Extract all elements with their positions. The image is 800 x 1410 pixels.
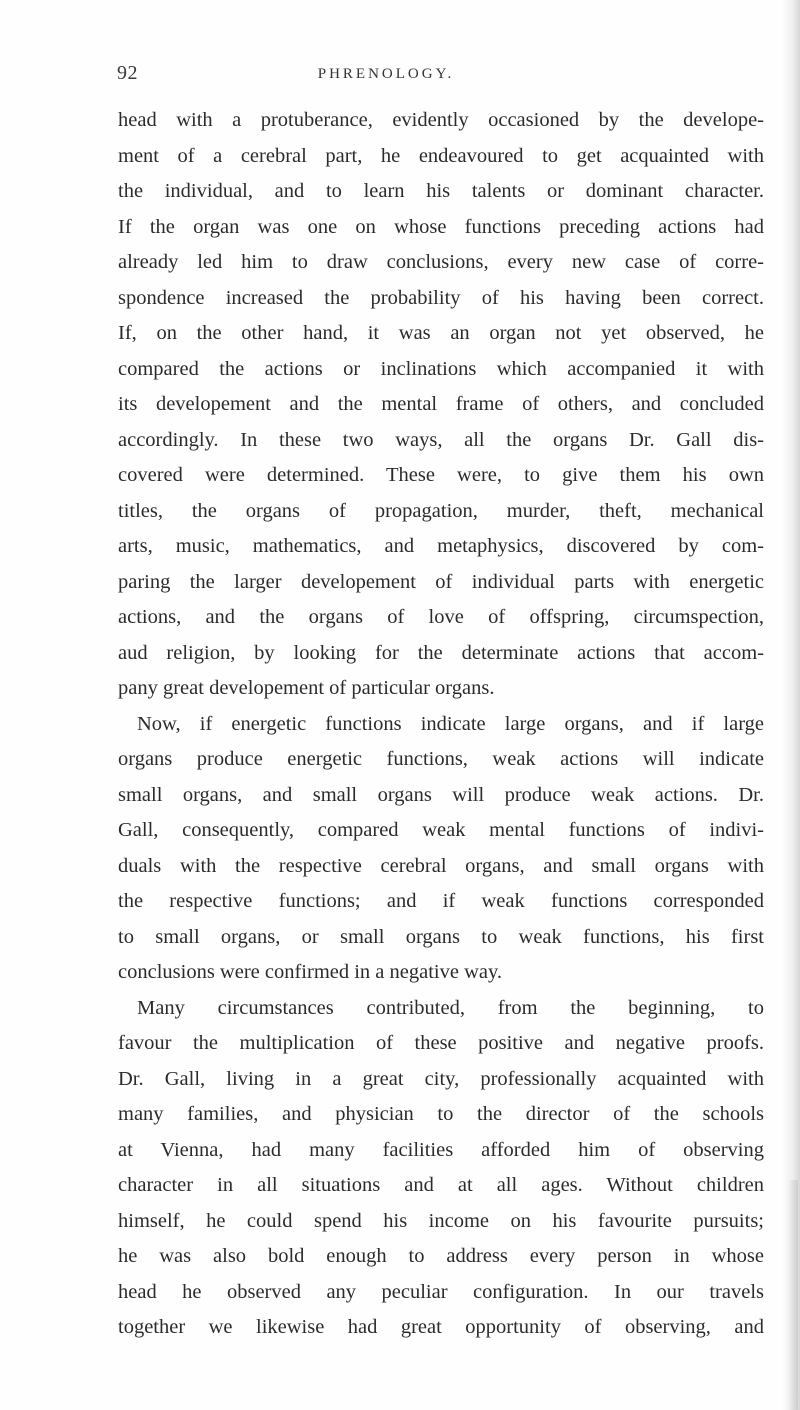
text-line: together we likewise had great opportunity of observing, and: [118, 1316, 764, 1338]
text-line: at Vienna, had many facilities afforded him of observing: [118, 1138, 764, 1161]
text-line: himself, he could spend his income on his favourite pursuits;: [118, 1209, 764, 1232]
text-line: ment of a cerebral part, he endeavoured to get acquainted with: [118, 144, 764, 167]
text-line: character in all situations and at all ages. Without children: [118, 1174, 764, 1196]
text-line: arts, music, mathematics, and metaphysics, discovered by com-: [118, 535, 764, 557]
text-line: conclusions were confirmed in a negative way.: [118, 961, 503, 983]
text-line: compared the actions or inclinations which accompanied it with: [118, 357, 764, 380]
page-edge-band: [788, 1180, 798, 1410]
text-line: many families, and physician to the director of the schools: [118, 1103, 764, 1125]
body-text: [118, 103, 764, 1346]
text-line: to small organs, or small organs to weak functions, his first: [118, 925, 764, 948]
text-line: If, on the other hand, it was an organ not yet observed, he: [118, 322, 764, 344]
text-line: duals with the respective cerebral organs, and small organs with: [118, 854, 764, 877]
text-line: small organs, and small organs will produce weak actions. Dr.: [118, 783, 764, 806]
text-line: the individual, and to learn his talents or dominant character.: [118, 180, 764, 202]
text-line: its developement and the mental frame of others, and concluded: [118, 393, 764, 415]
text-line: organs produce energetic functions, weak actions will indicate: [118, 748, 764, 770]
text-line: favour the multiplication of these positive and negative proofs.: [118, 1032, 764, 1054]
text-line: head with a protuberance, evidently occasioned by the develope-: [118, 109, 764, 131]
running-title: PHRENOLOGY.: [317, 66, 455, 82]
text-line: titles, the organs of propagation, murder, theft, mechanical: [118, 499, 764, 522]
page-number: 92: [117, 62, 138, 84]
text-line: Dr. Gall, living in a great city, professionally acquainted with: [118, 1067, 764, 1090]
text-line: If the organ was one on whose functions preceding actions had: [118, 215, 764, 238]
text-line: already led him to draw conclusions, every new case of corre-: [118, 251, 764, 273]
text-line: aud religion, by looking for the determinate actions that accom-: [118, 641, 764, 664]
text-line: actions, and the organs of love of offspring, circumspection,: [118, 606, 764, 628]
text-line: accordingly. In these two ways, all the organs Dr. Gall dis-: [118, 428, 764, 451]
text-line: pany great developement of particular organs.: [118, 677, 495, 699]
text-line: Now, if energetic functions indicate large organs, and if large: [137, 712, 764, 735]
text-line: covered were determined. These were, to give them his own: [118, 464, 764, 486]
text-line: he was also bold enough to address every person in whose: [118, 1245, 764, 1267]
text-line: the respective functions; and if weak functions corresponded: [118, 890, 764, 912]
text-line: head he observed any peculiar configuration. In our travels: [118, 1280, 764, 1303]
text-line: Gall, consequently, compared weak mental functions of indivi-: [118, 819, 764, 841]
text-line: paring the larger developement of individual parts with energetic: [118, 570, 764, 593]
text-line: Many circumstances contributed, from the beginning, to: [137, 996, 764, 1019]
text-line: spondence increased the probability of his having been correct.: [118, 286, 764, 309]
